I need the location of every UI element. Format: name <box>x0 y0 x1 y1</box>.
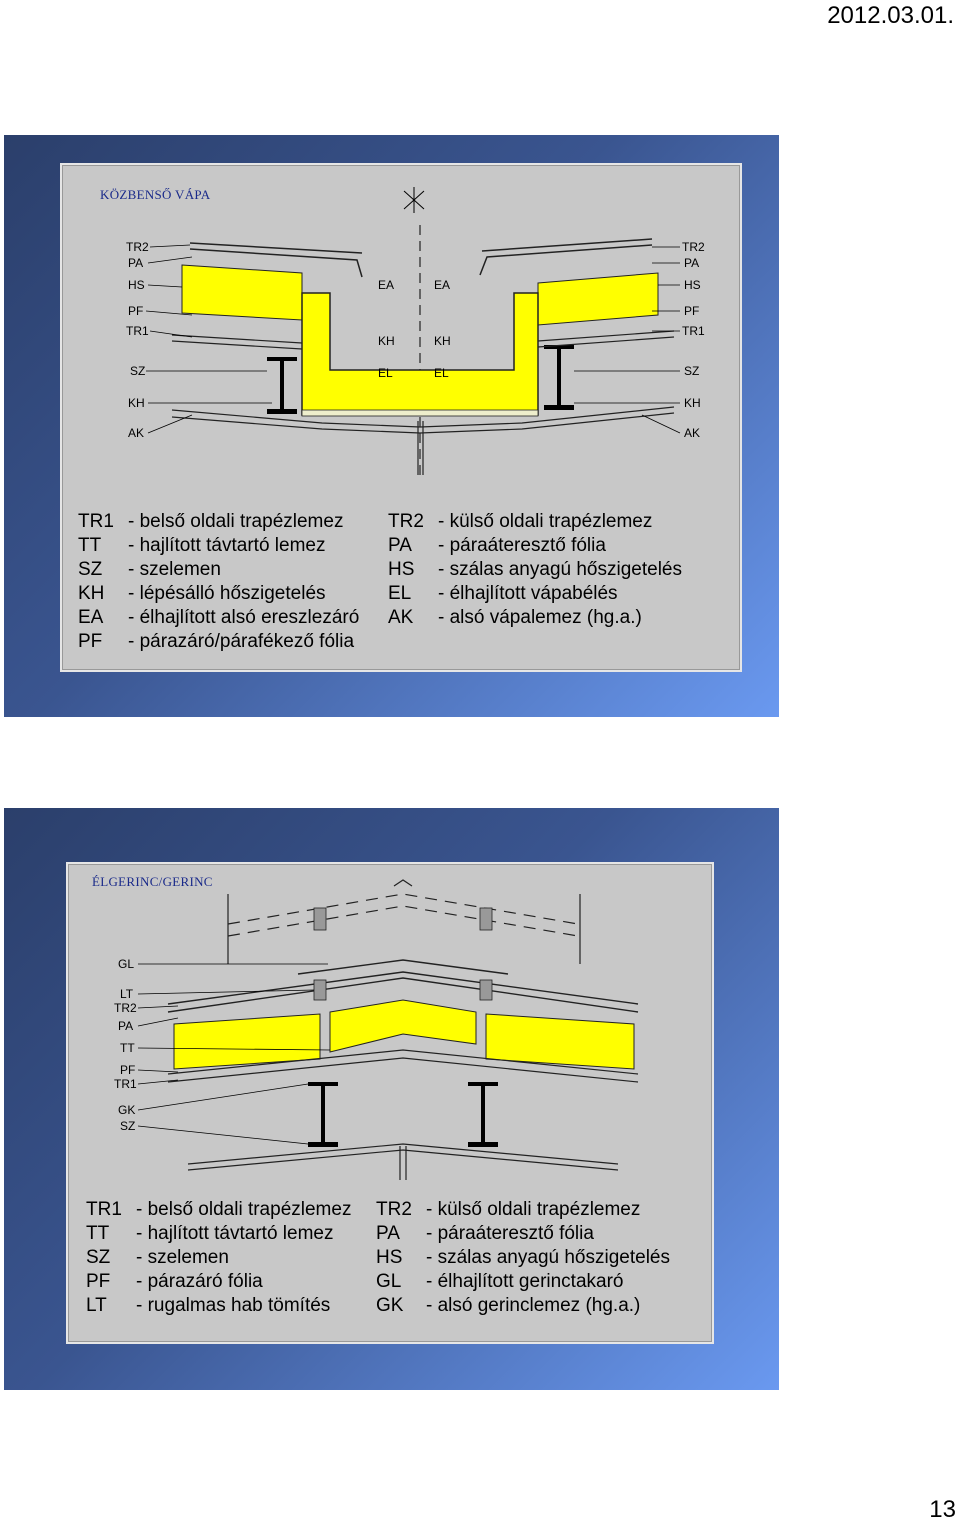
page-number: 13 <box>929 1496 956 1523</box>
legend-item: PF - párazáró/párafékező fólia <box>78 631 355 652</box>
legend-item: PF - párazáró fólia <box>86 1271 263 1292</box>
svg-text:PF: PF <box>128 304 144 318</box>
figure-title: KÖZBENSŐ VÁPA <box>100 187 211 202</box>
svg-text:EA: EA <box>434 278 451 292</box>
legend-left <box>78 510 359 654</box>
svg-text:KH: KH <box>434 334 451 348</box>
svg-text:TT: TT <box>120 1041 135 1055</box>
insulation-right <box>538 273 658 325</box>
svg-text:EL: EL <box>378 366 393 380</box>
legend-item: TR1 - belső oldali trapézlemez <box>78 511 344 532</box>
legend-item: TR2 - külső oldali trapézlemez <box>388 511 653 532</box>
svg-text:EL: EL <box>434 366 449 380</box>
svg-text:EA: EA <box>378 278 395 292</box>
legend-item: PA - páraáteresztő fólia <box>388 535 606 556</box>
legend-item: SZ - szelemen <box>78 559 221 580</box>
svg-text:SZ: SZ <box>120 1119 136 1133</box>
legend-item: HS - szálas anyagú hőszigetelés <box>376 1247 670 1268</box>
slide-kozbenso-vapa <box>4 135 779 717</box>
svg-text:HS: HS <box>128 278 145 292</box>
legend-item: AK - alsó vápalemez (hg.a.) <box>388 607 642 628</box>
svg-text:AK: AK <box>684 426 701 440</box>
figure-panel <box>60 163 742 672</box>
svg-text:PF: PF <box>120 1063 136 1077</box>
legend-item: EA - élhajlított alsó ereszlezáró <box>78 607 360 628</box>
insulation-center <box>330 1000 476 1052</box>
legend-right <box>376 1198 670 1318</box>
legend-item: SZ - szelemen <box>86 1247 229 1268</box>
figure-panel <box>66 862 714 1344</box>
svg-text:TR2: TR2 <box>114 1001 137 1015</box>
svg-text:AK: AK <box>128 426 145 440</box>
svg-text:PA: PA <box>118 1019 134 1033</box>
legend-item: TT - hajlított távtartó lemez <box>86 1223 334 1244</box>
svg-text:SZ: SZ <box>130 364 146 378</box>
svg-text:GL: GL <box>118 957 135 971</box>
svg-text:PA: PA <box>684 256 700 270</box>
svg-text:TR1: TR1 <box>126 324 149 338</box>
svg-text:TR1: TR1 <box>682 324 705 338</box>
slide-elgerinc <box>4 808 779 1390</box>
legend-item: TR1 - belső oldali trapézlemez <box>86 1199 352 1220</box>
insulation-left <box>182 265 302 320</box>
svg-text:KH: KH <box>684 396 701 410</box>
svg-text:HS: HS <box>684 278 701 292</box>
legend-right <box>388 510 682 630</box>
legend-item: GK - alsó gerinclemez (hg.a.) <box>376 1295 641 1316</box>
legend-item: EL - élhajlított vápabélés <box>388 583 618 604</box>
legend-item: LT - rugalmas hab tömítés <box>86 1295 331 1316</box>
legend-item: TT - hajlított távtartó lemez <box>78 535 326 556</box>
figure-title: ÉLGERINC/GERINC <box>92 874 213 889</box>
ridge-diagram <box>68 864 712 1184</box>
svg-text:TR2: TR2 <box>682 240 705 254</box>
svg-text:KH: KH <box>378 334 395 348</box>
svg-text:LT: LT <box>120 987 134 1001</box>
legend-item: TR2 - külső oldali trapézlemez <box>376 1199 641 1220</box>
legend-item: KH - lépésálló hőszigetelés <box>78 583 326 604</box>
svg-text:PF: PF <box>684 304 700 318</box>
svg-text:TR1: TR1 <box>114 1077 137 1091</box>
legend-item: PA - páraáteresztő fólia <box>376 1223 594 1244</box>
page-date: 2012.03.01. <box>827 2 954 29</box>
legend-item: HS - szálas anyagú hőszigetelés <box>388 559 682 580</box>
svg-text:TR2: TR2 <box>126 240 149 254</box>
svg-text:SZ: SZ <box>684 364 700 378</box>
svg-text:GK: GK <box>118 1103 136 1117</box>
legend-left <box>86 1198 351 1318</box>
svg-text:KH: KH <box>128 396 145 410</box>
legend-item: GL - élhajlított gerinctakaró <box>376 1271 624 1292</box>
svg-text:PA: PA <box>128 256 144 270</box>
valley-diagram <box>62 165 740 495</box>
